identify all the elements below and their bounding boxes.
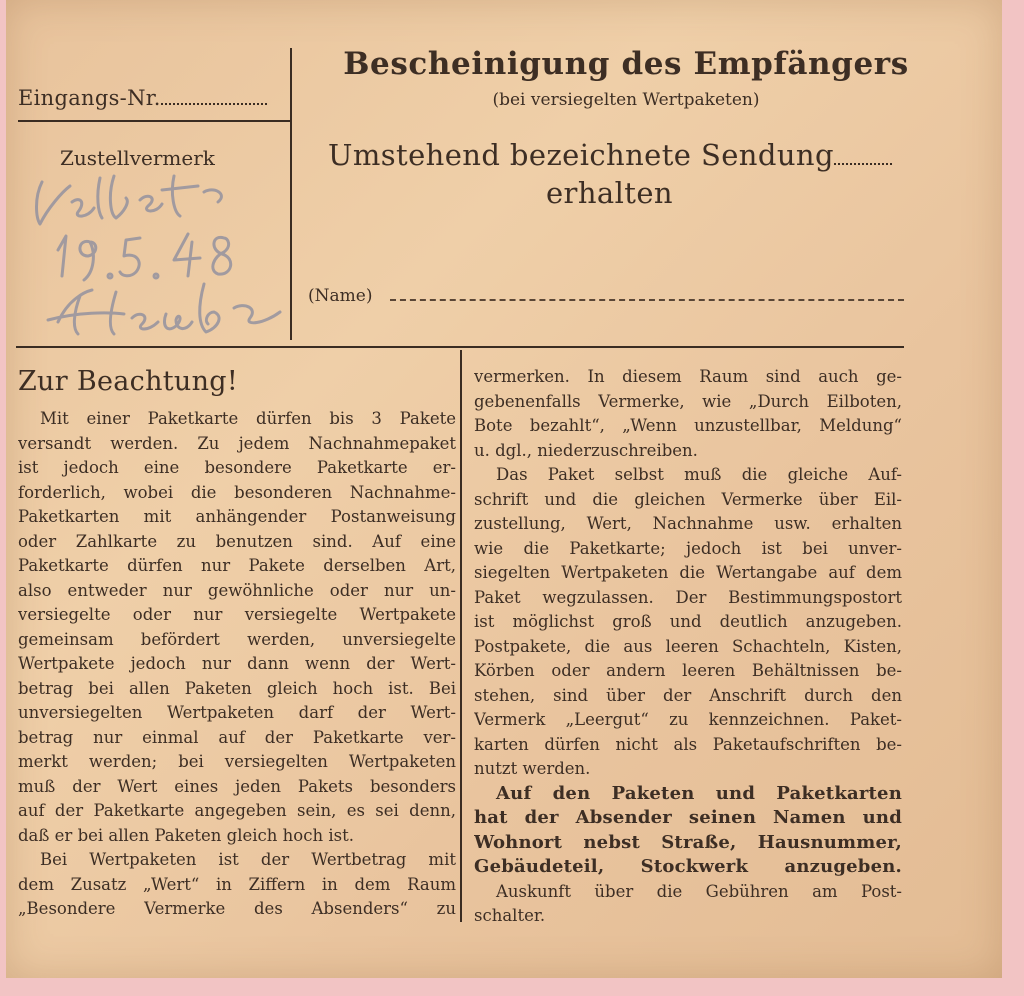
instruction-line: zustellung, Wert, Nachnahme usw. erhalten [474, 514, 902, 533]
instruction-line: auf der Paketkarte angegeben sein, es sei denn, [18, 801, 456, 820]
instruction-line: karten dürfen nicht als Paketaufschriften be- [474, 734, 902, 754]
handwritten-signature [28, 172, 298, 342]
instruction-line: ist möglichst groß und deutlich anzugeben. [474, 612, 902, 631]
instruction-line: Gebäudeteil, Stockwerk anzugeben. [474, 856, 902, 877]
instruction-line: Mit einer Paketkarte dürfen bis 3 Pakete [40, 409, 456, 428]
instruction-line: schrift und die gleichen Vermerke über Eil- [474, 489, 902, 509]
instruction-line: dem Zusatz „Wert“ in Ziffern in dem Raum [18, 874, 456, 894]
instruction-line: Paketkarten mit anhängender Postanweisung [18, 507, 456, 526]
instruction-line: Bote bezahlt“, „Wenn unzustellbar, Meldung“ [474, 416, 902, 435]
statement-text: Umstehend bezeichnete Sendung [328, 138, 834, 172]
instruction-line: also entweder nur gewöhnliche oder nur un- [18, 580, 456, 600]
instruction-line: ist jedoch eine besondere Paketkarte er- [18, 458, 456, 477]
instruction-line: Bei Wertpaketen ist der Wertbetrag mit [40, 850, 456, 869]
instruction-line: muß der Wert eines jeden Pakets besonders [18, 776, 456, 796]
name-dotted-line [390, 299, 904, 301]
eingangs-nr-label: Eingangs-Nr. [18, 86, 161, 110]
recipient-certificate-subtitle: (bei versiegelten Wertpaketen) [492, 90, 760, 110]
instruction-line: Das Paket selbst muß die gleiche Auf- [496, 465, 902, 484]
instruction-line: wie die Paketkarte; jedoch ist bei unver- [474, 538, 902, 558]
statement-line-1 [328, 138, 892, 172]
instruction-line: stehen, sind über der Anschrift durch den [474, 685, 902, 705]
instruction-line: Wertpakete jedoch nur dann wenn der Wert- [18, 654, 456, 673]
eingangs-nr-field [18, 86, 267, 110]
instruction-line: Auf den Paketen und Paketkarten [496, 782, 902, 804]
divider-under-eingang [18, 120, 290, 122]
statement-dotted-line [834, 153, 892, 165]
instruction-line: Körben oder andern leeren Behältnissen be- [474, 661, 902, 680]
instruction-line: gebenenfalls Vermerke, wie „Durch Eilboten, [474, 391, 902, 411]
instruction-line: siegelten Wertpaketen die Wertangabe auf dem [474, 563, 902, 582]
instruction-line: Postpakete, die aus leeren Schachteln, Kisten, [474, 636, 902, 656]
instruction-line: versandt werden. Zu jedem Nachnahmepaket [18, 433, 456, 453]
statement-line-2: erhalten [546, 176, 673, 210]
instructions-left-column [18, 407, 456, 922]
instruction-line: versiegelte oder nur versiegelte Wertpakete [18, 605, 456, 624]
instruction-line: daß er bei allen Paketen gleich hoch ist. [18, 825, 354, 845]
recipient-certificate-title: Bescheinigung des Empfängers [343, 46, 909, 82]
signature-drawing [28, 172, 298, 342]
instruction-line: oder Zahlkarte zu benutzen sind. Auf eine [18, 531, 456, 551]
name-label: (Name) [308, 286, 373, 306]
instruction-line: betrag bei allen Paketen gleich hoch ist. Bei [18, 678, 456, 698]
instruction-line: u. dgl., niederzuschreiben. [474, 440, 698, 460]
instruction-line: hat der Absender seinen Namen und [474, 807, 902, 828]
instruction-line: forderlich, wobei die besonderen Nachnahme- [18, 482, 456, 502]
beachtung-heading: Zur Beachtung! [18, 366, 239, 397]
instruction-line: Paketkarte dürfen nur Pakete derselben Art, [18, 556, 456, 575]
parcel-card-back [6, 0, 1002, 978]
instruction-line: schalter. [474, 906, 546, 925]
instructions-right-column [474, 365, 902, 929]
instruction-line: „Besondere Vermerke des Absenders“ zu [18, 899, 456, 918]
instruction-line: Paket wegzulassen. Der Bestimmungspostort [474, 587, 902, 607]
instruction-line: unversiegelten Wertpaketen darf der Wert- [18, 703, 456, 722]
divider-columns-vertical [460, 350, 462, 922]
eingangs-nr-dotted-line [161, 89, 267, 105]
instruction-line: Auskunft über die Gebühren am Post- [496, 881, 902, 901]
instruction-line: Wohnort nebst Straße, Hausnummer, [474, 831, 902, 853]
instruction-line: gemeinsam befördert werden, unversiegelte [18, 629, 456, 649]
instruction-line: betrag nur einmal auf der Paketkarte ver- [18, 727, 456, 747]
divider-main-horizontal [16, 346, 904, 348]
instruction-line: merkt werden; bei versiegelten Wertpaketen [18, 752, 456, 771]
instruction-line: vermerken. In diesem Raum sind auch ge- [474, 367, 902, 386]
zustellvermerk-label: Zustellvermerk [60, 146, 215, 170]
instruction-line: nutzt werden. [474, 759, 591, 778]
instruction-line: Vermerk „Leergut“ zu kennzeichnen. Paket- [474, 710, 902, 729]
